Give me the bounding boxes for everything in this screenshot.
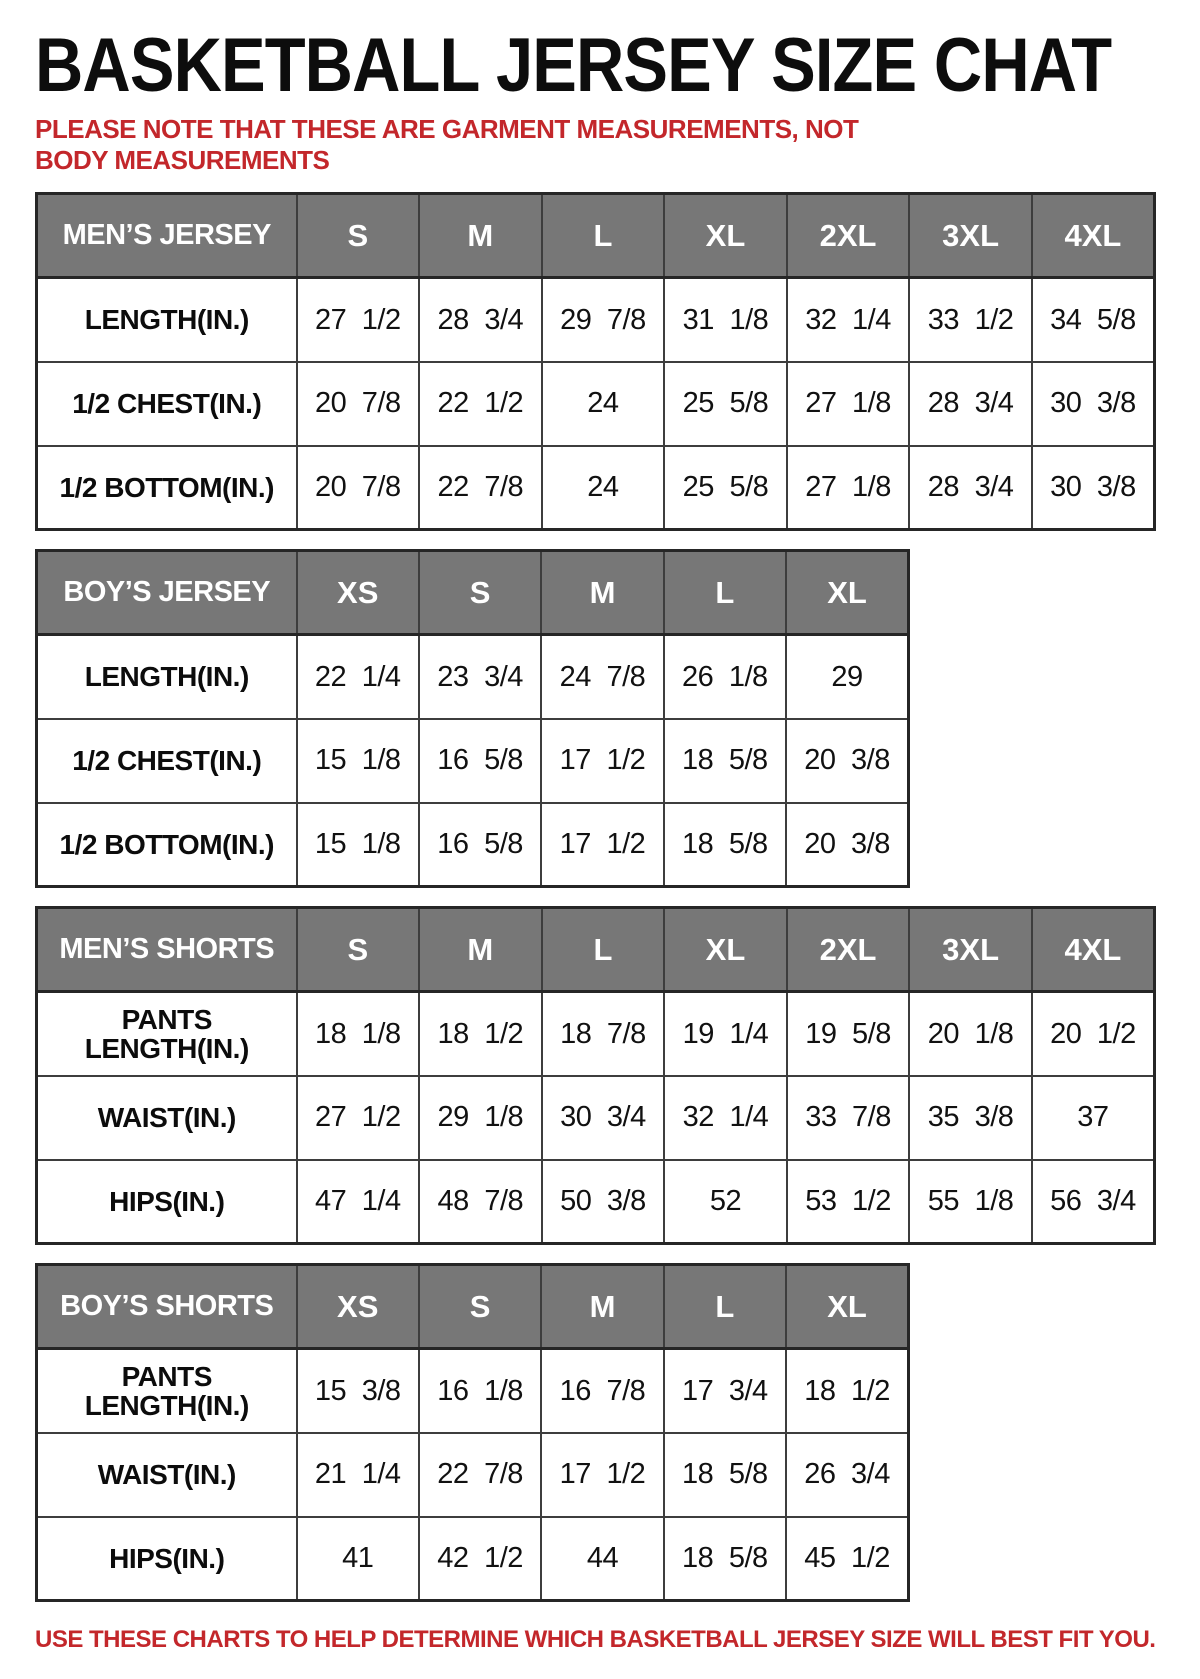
size-header-m: M xyxy=(419,908,542,992)
value-cell: 18 1/8 xyxy=(297,992,420,1076)
size-header-l: L xyxy=(542,194,665,278)
value-cell: 33 1/2 xyxy=(909,278,1032,362)
boys-shorts-header-row xyxy=(37,1265,909,1349)
table-row xyxy=(37,362,1155,446)
value-cell: 15 1/8 xyxy=(297,803,419,887)
value-cell: 27 1/2 xyxy=(297,278,420,362)
value-cell: 16 1/8 xyxy=(419,1349,541,1433)
mens-jersey-table-container xyxy=(35,192,1180,531)
value-cell: 15 1/8 xyxy=(297,719,419,803)
boys-jersey-table xyxy=(35,549,910,888)
row-label: PANTS LENGTH(IN.) xyxy=(37,992,297,1076)
row-label: HIPS(IN.) xyxy=(37,1160,297,1244)
boys-jersey-title-cell: BOY’S JERSEY xyxy=(37,551,297,635)
size-header-xs: XS xyxy=(297,1265,419,1349)
size-header-s: S xyxy=(419,1265,541,1349)
value-cell: 30 3/4 xyxy=(542,1076,665,1160)
boys-jersey-header-row xyxy=(37,551,909,635)
size-header-l: L xyxy=(542,908,665,992)
value-cell: 16 5/8 xyxy=(419,803,541,887)
value-cell: 20 3/8 xyxy=(786,803,908,887)
value-cell: 22 1/2 xyxy=(419,362,542,446)
value-cell: 18 1/2 xyxy=(419,992,542,1076)
size-header-s: S xyxy=(419,551,541,635)
value-cell: 24 xyxy=(542,446,665,530)
row-label: HIPS(IN.) xyxy=(37,1517,297,1601)
page-title-text: BASKETBALL JERSEY SIZE CHAT xyxy=(35,23,1112,108)
row-label: WAIST(IN.) xyxy=(37,1433,297,1517)
value-cell: 31 1/8 xyxy=(664,278,787,362)
table-row xyxy=(37,635,909,719)
value-cell: 17 1/2 xyxy=(541,803,663,887)
size-header-m: M xyxy=(541,551,663,635)
size-header-l: L xyxy=(664,551,786,635)
value-cell: 18 5/8 xyxy=(664,719,786,803)
value-cell: 50 3/8 xyxy=(542,1160,665,1244)
size-header-3xl: 3XL xyxy=(909,908,1032,992)
size-header-xl: XL xyxy=(664,908,787,992)
value-cell: 28 3/4 xyxy=(909,362,1032,446)
value-cell: 29 xyxy=(786,635,908,719)
size-header-4xl: 4XL xyxy=(1032,908,1155,992)
value-cell: 52 xyxy=(664,1160,787,1244)
value-cell: 18 1/2 xyxy=(786,1349,908,1433)
value-cell: 28 3/4 xyxy=(419,278,542,362)
value-cell: 20 3/8 xyxy=(786,719,908,803)
row-label: 1/2 BOTTOM(IN.) xyxy=(37,446,297,530)
value-cell: 53 1/2 xyxy=(787,1160,910,1244)
value-cell: 55 1/8 xyxy=(909,1160,1032,1244)
row-label: 1/2 CHEST(IN.) xyxy=(37,362,297,446)
boys-shorts-table xyxy=(35,1263,910,1602)
value-cell: 20 7/8 xyxy=(297,362,420,446)
value-cell: 44 xyxy=(541,1517,663,1601)
value-cell: 29 7/8 xyxy=(542,278,665,362)
value-cell: 24 7/8 xyxy=(541,635,663,719)
value-cell: 32 1/4 xyxy=(787,278,910,362)
value-cell: 26 3/4 xyxy=(786,1433,908,1517)
size-header-2xl: 2XL xyxy=(787,908,910,992)
value-cell: 26 1/8 xyxy=(664,635,786,719)
row-label: 1/2 BOTTOM(IN.) xyxy=(37,803,297,887)
value-cell: 17 1/2 xyxy=(541,1433,663,1517)
size-header-l: L xyxy=(664,1265,786,1349)
garment-measurement-note: PLEASE NOTE THAT THESE ARE GARMENT MEASUREMENTS, NOT BODY MEASUREMENTS xyxy=(35,114,859,176)
value-cell: 15 3/8 xyxy=(297,1349,419,1433)
value-cell: 27 1/8 xyxy=(787,362,910,446)
value-cell: 35 3/8 xyxy=(909,1076,1032,1160)
value-cell: 20 7/8 xyxy=(297,446,420,530)
boys-shorts-table-container xyxy=(35,1263,1180,1602)
value-cell: 25 5/8 xyxy=(664,362,787,446)
value-cell: 18 5/8 xyxy=(664,803,786,887)
value-cell: 18 7/8 xyxy=(542,992,665,1076)
value-cell: 16 5/8 xyxy=(419,719,541,803)
value-cell: 56 3/4 xyxy=(1032,1160,1155,1244)
value-cell: 23 3/4 xyxy=(419,635,541,719)
size-header-2xl: 2XL xyxy=(787,194,910,278)
value-cell: 32 1/4 xyxy=(664,1076,787,1160)
value-cell: 28 3/4 xyxy=(909,446,1032,530)
value-cell: 19 1/4 xyxy=(664,992,787,1076)
value-cell: 29 1/8 xyxy=(419,1076,542,1160)
value-cell: 17 1/2 xyxy=(541,719,663,803)
page-title xyxy=(35,23,1180,108)
value-cell: 47 1/4 xyxy=(297,1160,420,1244)
value-cell: 25 5/8 xyxy=(664,446,787,530)
value-cell: 24 xyxy=(542,362,665,446)
value-cell: 30 3/8 xyxy=(1032,362,1155,446)
size-header-m: M xyxy=(419,194,542,278)
table-row xyxy=(37,803,909,887)
row-label: WAIST(IN.) xyxy=(37,1076,297,1160)
row-label: LENGTH(IN.) xyxy=(37,635,297,719)
table-row xyxy=(37,992,1155,1076)
value-cell: 21 1/4 xyxy=(297,1433,419,1517)
value-cell: 30 3/8 xyxy=(1032,446,1155,530)
value-cell: 41 xyxy=(297,1517,419,1601)
table-row xyxy=(37,1076,1155,1160)
table-row xyxy=(37,446,1155,530)
usage-note: USE THESE CHARTS TO HELP DETERMINE WHICH BASKETBALL JERSEY SIZE WILL BEST FIT YOU. xyxy=(35,1626,1156,1654)
size-header-s: S xyxy=(297,194,420,278)
row-label: 1/2 CHEST(IN.) xyxy=(37,719,297,803)
size-header-xl: XL xyxy=(786,551,908,635)
value-cell: 48 7/8 xyxy=(419,1160,542,1244)
boys-jersey-table-container xyxy=(35,549,1180,888)
value-cell: 18 5/8 xyxy=(664,1517,786,1601)
value-cell: 27 1/2 xyxy=(297,1076,420,1160)
size-header-xl: XL xyxy=(786,1265,908,1349)
value-cell: 18 5/8 xyxy=(664,1433,786,1517)
value-cell: 22 1/4 xyxy=(297,635,419,719)
mens-shorts-header-row xyxy=(37,908,1155,992)
value-cell: 20 1/8 xyxy=(909,992,1032,1076)
value-cell: 16 7/8 xyxy=(541,1349,663,1433)
value-cell: 20 1/2 xyxy=(1032,992,1155,1076)
value-cell: 34 5/8 xyxy=(1032,278,1155,362)
size-header-xl: XL xyxy=(664,194,787,278)
value-cell: 42 1/2 xyxy=(419,1517,541,1601)
size-header-xs: XS xyxy=(297,551,419,635)
size-header-m: M xyxy=(541,1265,663,1349)
mens-shorts-title-cell: MEN’S SHORTS xyxy=(37,908,297,992)
mens-jersey-header-row xyxy=(37,194,1155,278)
value-cell: 17 3/4 xyxy=(664,1349,786,1433)
value-cell: 19 5/8 xyxy=(787,992,910,1076)
row-label: PANTS LENGTH(IN.) xyxy=(37,1349,297,1433)
mens-jersey-title-cell: MEN’S JERSEY xyxy=(37,194,297,278)
table-row xyxy=(37,1517,909,1601)
value-cell: 22 7/8 xyxy=(419,1433,541,1517)
table-row xyxy=(37,1433,909,1517)
size-header-4xl: 4XL xyxy=(1032,194,1155,278)
value-cell: 33 7/8 xyxy=(787,1076,910,1160)
value-cell: 27 1/8 xyxy=(787,446,910,530)
mens-jersey-table xyxy=(35,192,1156,531)
mens-shorts-table xyxy=(35,906,1156,1245)
value-cell: 45 1/2 xyxy=(786,1517,908,1601)
table-row xyxy=(37,1349,909,1433)
table-row xyxy=(37,1160,1155,1244)
row-label: LENGTH(IN.) xyxy=(37,278,297,362)
table-row xyxy=(37,719,909,803)
mens-shorts-table-container xyxy=(35,906,1180,1245)
size-header-s: S xyxy=(297,908,420,992)
size-header-3xl: 3XL xyxy=(909,194,1032,278)
value-cell: 22 7/8 xyxy=(419,446,542,530)
table-row xyxy=(37,278,1155,362)
boys-shorts-title-cell: BOY’S SHORTS xyxy=(37,1265,297,1349)
value-cell: 37 xyxy=(1032,1076,1155,1160)
